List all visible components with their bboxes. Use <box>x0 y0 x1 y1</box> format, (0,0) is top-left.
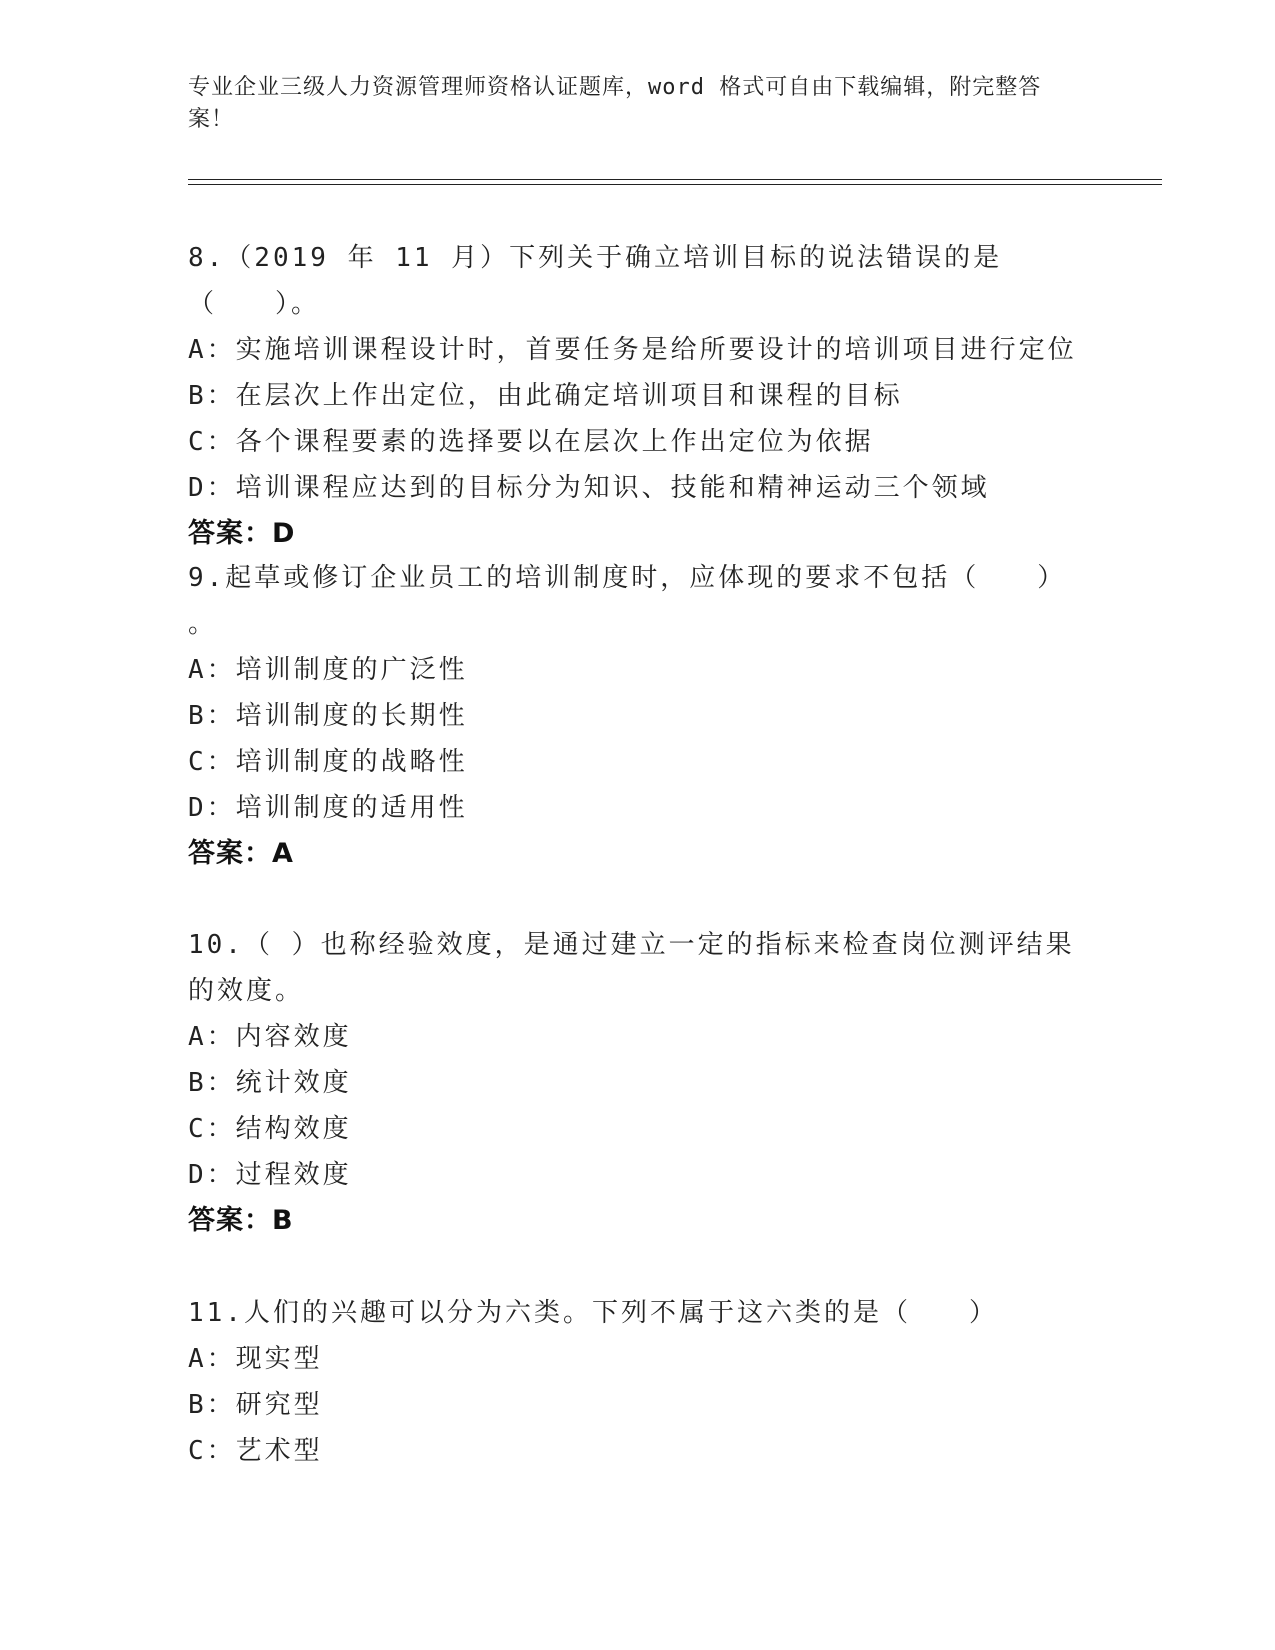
question-stem-continuation: 的效度。 <box>188 976 305 1006</box>
header-note: 专业企业三级人力资源管理师资格认证题库，word 格式可自由下载编辑，附完整答案！ <box>188 75 1042 132</box>
question-8 <box>188 235 1088 557</box>
option-c: C：艺术型 <box>188 1436 323 1466</box>
option-d: D：培训制度的适用性 <box>188 793 468 823</box>
option-d: D：培训课程应达到的目标分为知识、技能和精神运动三个领域 <box>188 473 990 503</box>
question-stem: 8.（2019 年 11 月）下列关于确立培训目标的说法错误的是（ ）。 <box>188 243 1003 319</box>
answer-line: 答案：B <box>188 1205 294 1236</box>
option-b: B：在层次上作出定位，由此确定培训项目和课程的目标 <box>188 381 903 411</box>
option-c: C：结构效度 <box>188 1114 352 1144</box>
question-10 <box>188 922 1088 1244</box>
option-a: A：现实型 <box>188 1344 323 1374</box>
option-a: A：培训制度的广泛性 <box>188 655 468 685</box>
question-stem: 9.起草或修订企业员工的培训制度时，应体现的要求不包括（ ） <box>188 563 1067 593</box>
answer-line: 答案：D <box>188 518 296 549</box>
option-b: B：培训制度的长期性 <box>188 701 468 731</box>
question-stem: 11.人们的兴趣可以分为六类。下列不属于这六类的是（ ） <box>188 1298 998 1328</box>
header-divider-bottom <box>188 184 1162 185</box>
answer-line: 答案：A <box>188 838 294 869</box>
option-c: C：各个课程要素的选择要以在层次上作出定位为依据 <box>188 427 874 457</box>
option-a: A：实施培训课程设计时，首要任务是给所要设计的培训项目进行定位 <box>188 335 1077 365</box>
question-11 <box>188 1290 1088 1474</box>
header-divider-top <box>188 179 1162 180</box>
option-c: C：培训制度的战略性 <box>188 747 468 777</box>
option-d: D：过程效度 <box>188 1160 352 1190</box>
question-9 <box>188 555 1088 877</box>
question-stem: 10.（ ）也称经验效度，是通过建立一定的指标来检查岗位测评结果 <box>188 930 1075 960</box>
option-a: A：内容效度 <box>188 1022 352 1052</box>
question-stem-continuation: 。 <box>188 609 218 639</box>
option-b: B：统计效度 <box>188 1068 352 1098</box>
option-b: B：研究型 <box>188 1390 323 1420</box>
